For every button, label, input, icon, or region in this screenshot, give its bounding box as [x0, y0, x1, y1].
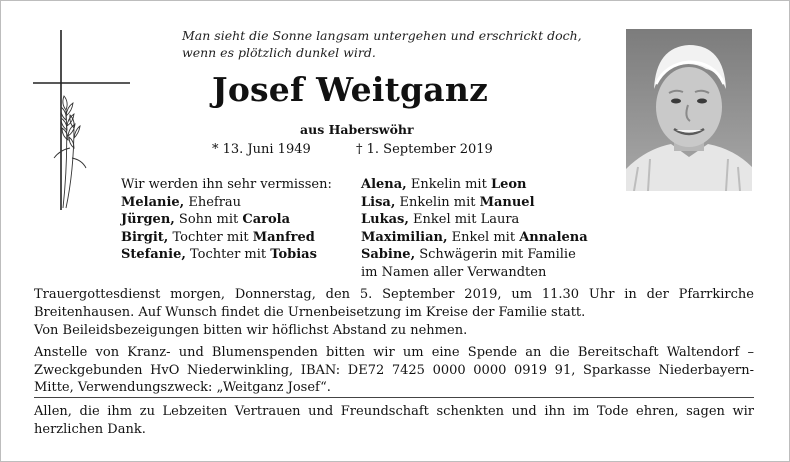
birth-date: * 13. Juni 1949 [212, 142, 311, 157]
mourner-partner: Manfred [252, 229, 315, 245]
mourner-partner: Manuel [479, 194, 535, 210]
mourner-name: Melanie, [121, 194, 185, 210]
origin: aus Haberswöhr [300, 122, 414, 137]
mourner-relation: Enkelin mit [406, 177, 491, 192]
mourner-name: Lisa, [361, 194, 396, 210]
mourner-relation: Schwägerin mit Familie [415, 247, 576, 262]
mourner-relation: Enkel mit [447, 229, 520, 245]
donation-paragraph: Anstelle von Kranz- und Blumenspenden bitten wir um eine Spende an die Bereitschaft Waltendorf – Zweckgebunden HvO Niederwinkling, IBAN: DE72 7425 0000 0000 0919 91, Sparkasse Niederbayern-Mitte, Verwendungszweck: „Weitganz Josef“. [34, 345, 754, 395]
mourner-relation: Enkelin mit [395, 194, 480, 210]
mourner-name: Birgit, [121, 229, 169, 245]
condolence-paragraph: Von Beileidsbezeigungen bitten wir höflichst Abstand zu nehmen. [34, 323, 468, 338]
mourner-relation: Enkel mit Laura [408, 212, 520, 227]
mourner-partner: Carola [242, 212, 291, 227]
mourner-relation: Tochter mit [185, 247, 271, 262]
mourner-closing [361, 264, 588, 282]
funeral-paragraph: Trauergottesdienst morgen, Donnerstag, den 5. September 2019, um 11.30 Uhr in der Pfarrkirche Breitenhausen. Auf Wunsch findet die Urnenbeisetzung im Kreise der Familie statt. [34, 287, 754, 320]
mourner-name: Jürgen, [121, 212, 175, 227]
mourner-name: Alena, [361, 177, 407, 192]
mourners-right [361, 176, 588, 281]
mourner-row [361, 246, 588, 264]
death-date: † 1. September 2019 [356, 142, 493, 157]
mourner-relation: Ehefrau [184, 194, 242, 210]
closing-text: im Namen aller Verwandten [361, 264, 547, 280]
divider [34, 397, 754, 398]
mourner-relation: Sohn mit [174, 212, 243, 227]
deceased-name: Josef Weitganz [212, 70, 489, 109]
mourner-row [361, 176, 588, 194]
mourner-intro [121, 176, 332, 194]
thanks-paragraph: Allen, die ihm zu Lebzeiten Vertrauen und Freundschaft schenkten und ihn im Tode ehren, sagen wir herzlichen Dank. [34, 404, 754, 437]
mourner-name: Maximilian, [361, 229, 448, 245]
mourners-left [121, 176, 332, 264]
mourner-row [121, 229, 332, 247]
mourner-row [121, 246, 332, 264]
mourner-partner: Leon [490, 177, 527, 192]
mourner-row [361, 194, 588, 212]
mourner-relation: Tochter mit [168, 229, 253, 245]
mourner-name: Lukas, [361, 212, 409, 227]
portrait-photo [626, 29, 752, 191]
mourner-name: Sabine, [361, 247, 416, 262]
quote-line-2: wenn es plötzlich dunkel wird. [182, 45, 376, 60]
mourner-row [121, 194, 332, 212]
mourner-partner: Tobias [270, 247, 317, 262]
mourner-partner: Annalena [519, 229, 588, 245]
intro-text: Wir werden ihn sehr vermissen: [121, 177, 332, 192]
mourner-row [361, 211, 588, 229]
mourner-row [121, 211, 332, 229]
quote-line-1: Man sieht die Sonne langsam untergehen und erschrickt doch, [182, 28, 582, 43]
mourner-row [361, 229, 588, 247]
quote [182, 27, 612, 61]
mourner-name: Stefanie, [121, 247, 186, 262]
portrait-illustration [626, 29, 752, 191]
